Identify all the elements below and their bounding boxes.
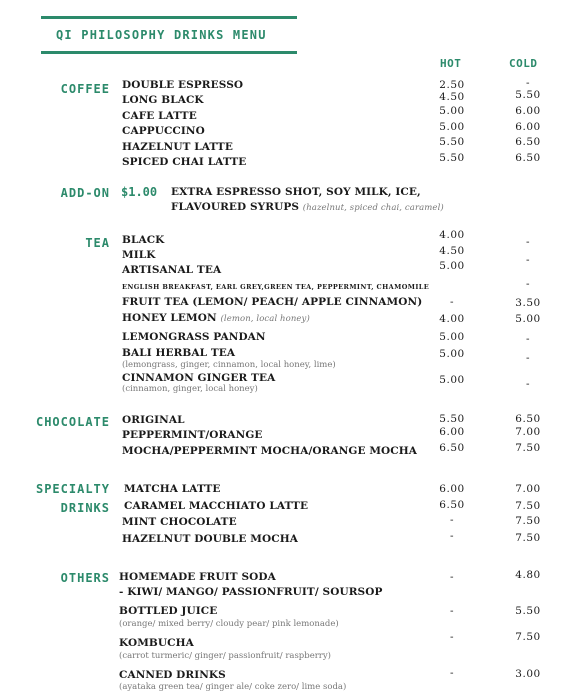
- item-note: (lemongrass, ginger, cinnamon, local honey, lime): [122, 360, 336, 370]
- cold-column-header: COLD: [509, 57, 538, 70]
- item-name: HOMEMADE FRUIT SODA: [119, 571, 276, 583]
- price-cold: 6.00: [515, 105, 541, 117]
- item-name: CAPPUCCINO: [122, 125, 205, 137]
- add-on-line-2: [171, 201, 444, 213]
- price-cold: -: [525, 378, 531, 390]
- price-hot: -: [449, 667, 455, 679]
- price-hot: 5.00: [439, 105, 465, 117]
- item-name: HONEY LEMON: [122, 312, 217, 324]
- item-name: HAZELNUT DOUBLE MOCHA: [122, 533, 298, 545]
- item-name: CAFE LATTE: [122, 110, 197, 122]
- artisanal-tea-list: ENGLISH BREAKFAST, EARL GREY,GREEN TEA, PEPPERMINT, CHAMOMILE: [122, 283, 430, 291]
- price-hot: -: [449, 296, 455, 308]
- item-name: ARTISANAL TEA: [122, 264, 222, 276]
- item-name: LONG BLACK: [122, 94, 204, 106]
- price-hot: 6.00: [439, 483, 465, 495]
- price-hot: 5.50: [439, 152, 465, 164]
- item-name: BLACK: [122, 234, 165, 246]
- item-name: KOMBUCHA: [119, 637, 194, 649]
- price-hot: 5.00: [439, 260, 465, 272]
- price-cold: -: [525, 352, 531, 364]
- price-cold: 5.00: [515, 313, 541, 325]
- hot-column-header: HOT: [440, 57, 462, 70]
- price-hot: 4.50: [439, 245, 465, 257]
- price-cold: 7.00: [515, 426, 541, 438]
- price-hot: -: [449, 631, 455, 643]
- item-name: MINT CHOCOLATE: [122, 516, 237, 528]
- add-on-syrups: FLAVOURED SYRUPS: [171, 201, 300, 213]
- price-hot: 4.50: [439, 91, 465, 103]
- price-hot: 6.00: [439, 426, 465, 438]
- price-cold: 7.50: [515, 442, 541, 454]
- price-hot: 4.00: [439, 313, 465, 325]
- price-hot: 5.00: [439, 348, 465, 360]
- add-on-price: $1.00: [121, 185, 158, 199]
- item-name: MILK: [122, 249, 156, 261]
- price-cold: 7.50: [515, 515, 541, 527]
- item-name: DOUBLE ESPRESSO: [122, 79, 244, 91]
- price-hot: -: [449, 514, 455, 526]
- menu-title: QI PHILOSOPHY DRINKS MENU: [56, 28, 267, 42]
- price-hot: 5.50: [439, 413, 465, 425]
- price-hot: 2.50: [439, 79, 465, 91]
- item-name: SPICED CHAI LATTE: [122, 156, 247, 168]
- price-cold: -: [525, 254, 531, 266]
- item-name: MOCHA/PEPPERMINT MOCHA/ORANGE MOCHA: [122, 445, 418, 457]
- price-cold: 6.50: [515, 413, 541, 425]
- title-rule-bottom: [41, 51, 297, 54]
- price-cold: 3.00: [515, 668, 541, 680]
- item-name: MATCHA LATTE: [124, 483, 221, 495]
- item-name: CINNAMON GINGER TEA: [122, 372, 276, 384]
- item-note: (orange/ mixed berry/ cloudy pear/ pink lemonade): [119, 619, 339, 629]
- price-hot: 5.50: [439, 136, 465, 148]
- item-name: CANNED DRINKS: [119, 669, 226, 681]
- price-cold: 7.00: [515, 483, 541, 495]
- price-hot: 6.50: [439, 499, 465, 511]
- item-name: PEPPERMINT/ORANGE: [122, 429, 263, 441]
- price-cold: 5.50: [515, 89, 541, 101]
- add-on-note: (hazelnut, spiced chai, caramel): [302, 203, 444, 213]
- price-hot: 6.50: [439, 442, 465, 454]
- category-chocolate: CHOCOLATE: [35, 415, 110, 429]
- category-add-on: ADD-ON: [60, 186, 110, 200]
- price-hot: -: [449, 571, 455, 583]
- item-name: FRUIT TEA (LEMON/ PEACH/ APPLE CINNAMON): [122, 296, 423, 308]
- item-note: (lemon, local honey): [220, 314, 310, 324]
- price-cold: 4.80: [515, 569, 541, 581]
- item-name: HAZELNUT LATTE: [122, 141, 233, 153]
- item-name: ORIGINAL: [122, 414, 185, 426]
- price-cold: 6.50: [515, 152, 541, 164]
- price-cold: 6.50: [515, 136, 541, 148]
- item-name: BOTTLED JUICE: [119, 605, 218, 617]
- add-on-line-1: EXTRA ESPRESSO SHOT, SOY MILK, ICE,: [171, 186, 421, 198]
- price-hot: -: [449, 530, 455, 542]
- category-tea: TEA: [85, 236, 110, 250]
- price-cold: 3.50: [515, 297, 541, 309]
- price-hot: 5.00: [439, 374, 465, 386]
- price-cold: -: [525, 278, 531, 290]
- price-hot: 4.00: [439, 229, 465, 241]
- item-name: BALI HERBAL TEA: [122, 347, 236, 359]
- price-cold: 7.50: [515, 500, 541, 512]
- price-hot: 5.00: [439, 121, 465, 133]
- title-rule-top: [41, 16, 297, 19]
- price-cold: 6.00: [515, 121, 541, 133]
- price-cold: -: [525, 77, 531, 89]
- item-name-honey-lemon: [122, 312, 310, 324]
- item-note: (carrot turmeric/ ginger/ passionfruit/ raspberry): [119, 651, 331, 661]
- item-name: CARAMEL MACCHIATO LATTE: [124, 500, 309, 512]
- category-others: OTHERS: [60, 571, 110, 585]
- category-coffee: COFFEE: [60, 82, 110, 96]
- price-cold: 7.50: [515, 631, 541, 643]
- item-flavours: - KIWI/ MANGO/ PASSIONFRUIT/ SOURSOP: [119, 586, 383, 598]
- price-cold: -: [525, 333, 531, 345]
- price-cold: 5.50: [515, 605, 541, 617]
- price-cold: -: [525, 236, 531, 248]
- item-name: LEMONGRASS PANDAN: [122, 331, 266, 343]
- item-note: (cinnamon, ginger, local honey): [122, 384, 258, 394]
- price-cold: 7.50: [515, 532, 541, 544]
- category-specialty: SPECIALTY: [35, 482, 110, 496]
- item-note: (ayataka green tea/ ginger ale/ coke zero/ lime soda): [119, 682, 347, 692]
- category-drinks: DRINKS: [60, 501, 110, 515]
- price-hot: 5.00: [439, 331, 465, 343]
- price-hot: -: [449, 605, 455, 617]
